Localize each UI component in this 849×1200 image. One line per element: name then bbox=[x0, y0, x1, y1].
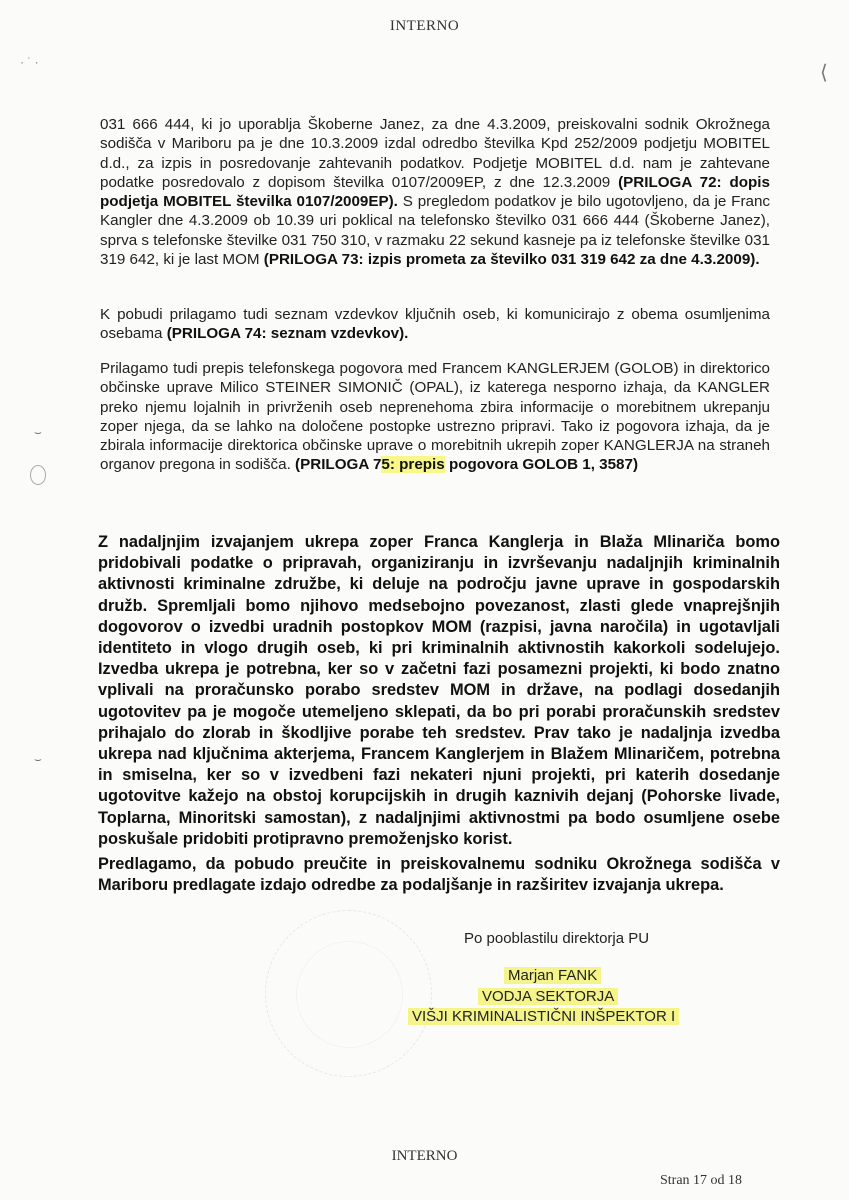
p1-text-2: S pregledom podatkov je bilo ugotovljeno, da je Franc Kangler dne 4.3.2009 ob 10.39 uri poklical na telefonsko številko 031 666 444 (Škoberne Janez), sprva s telefonske številke 031 750 310, v razmaku 22 sekund kasneje pa iz telefonske številke 031 319 642, ki je last MOM bbox=[100, 193, 770, 269]
p3-text: Prilagamo tudi prepis telefonskega pogovora med Francem KANGLERJEM (GOLOB) in direktorico občinske uprave Milico STEINER SIMONIČ (OPAL), iz katerega nesporno izhaja, da KANGLER preko njemu lojalnih in privrženih oseb neprenehoma zbira informacije o morebitnem ukrepanju zoper njega, da se lahko na določene postopke ustrezno pripravi. Tako iz pogovora izhaja, da je zbirala informacije direktorica občinske uprave o morebitnih ukrepih zoper KANGLERJA na straneh organov pregona in sodišča. bbox=[100, 360, 770, 474]
paragraph-nicknames bbox=[100, 305, 770, 344]
p1-line-1: 031 666 444, ki jo uporablja Škoberne Janez, za dne 4.3.2009, preiskovalni sodnik bbox=[100, 116, 689, 133]
scan-tick-1: ⌣ bbox=[34, 425, 42, 439]
signature-role: VODJA SEKTORJA bbox=[478, 988, 618, 1005]
paragraph-mobitel-data bbox=[100, 115, 770, 269]
p1-line-3: podjetju MOBITEL d.d., za izpis in posredovanje zahtevanih podatkov. Podjetje MOBITEL d.d. bbox=[100, 135, 770, 172]
signature-authorization: Po pooblastilu direktorja PU bbox=[464, 930, 650, 947]
p2-attachment-74: (PRILOGA 74: seznam vzdevkov). bbox=[166, 325, 409, 343]
p2-text: K pobudi prilagamo tudi seznam vzdevkov ključnih oseb, ki komunicirajo z obema osumljenima osebama bbox=[100, 306, 770, 343]
stamp-inner-ring bbox=[296, 941, 403, 1048]
p1-attachment-72: (PRILOGA 72: dopis podjetja MOBITEL številka 0107/2009EP). bbox=[100, 173, 770, 211]
scan-speck-right: ⟨ bbox=[820, 62, 828, 84]
punch-hole-mark bbox=[30, 465, 46, 485]
faded-official-stamp bbox=[265, 910, 432, 1077]
footer-classification: INTERNO bbox=[391, 1148, 458, 1164]
page-number: Stran 17 od 18 bbox=[660, 1173, 743, 1188]
paragraph-proposal: Predlagamo, da pobudo preučite in preiskovalnemu sodniku Okrožnega sodišča v Mariboru predlagate izdajo odredbe za podaljšanje in razširitev izvajanja ukrepa. bbox=[98, 855, 780, 895]
scan-tick-2: ⌣ bbox=[34, 752, 42, 766]
paragraph-transcript bbox=[100, 359, 770, 475]
signature-title: VIŠJI KRIMINALISTIČNI INŠPEKTOR I bbox=[408, 1008, 679, 1025]
paragraph-further-measures: Z nadaljnjim izvajanjem ukrepa zoper Franca Kanglerja in Blaža Mlinariča bomo pridobivali podatke o pripravah, organiziranju in izvrševanju nadaljnjih kriminalnih aktivnosti kriminalne združbe, ki deluje na področju javne uprave in gospodarskih družb. Spremljali bomo njihovo medsebojno povezanost, zlasti glede vnaprejšnjih dogovorov o izvedbi uradnih postopkov MOM (razpisi, javna naročila) in ugotavljali identiteto in vlogo drugih oseb, ki pri kriminalnih aktivnostih kakorkoli sodelujejo. Izvedba ukrepa je potrebna, ker so v začetni fazi posamezni projekti, ki bodo znatno vplivali na proračunsko porabo sredstev MOM in države, na podlagi dosedanjih ugotovitev pa je mogoče utemeljeno sklepati, da bo pri porabi proračunskih sredstev prihajalo do zlorab in škodljive porabe teh sredstev. Prav tako je nadaljnja izvedba ukrepa nad ključnima akterjema, Francem Kanglerjem in Blažem Mlinaričem, potrebna in smiselna, ker so v izvedbeni fazi nekateri njuni projekti, pri katerih dosedanje ugotovitve kažejo na obstoj korupcijskih in drugih kaznivih dejanj (Pohorske livade, Toplarna, Minoritski samostan), z nadaljnjimi aktivnostmi pa bodo osumljene osebe poskušale pridobiti protipravno premoženjsko korist. bbox=[98, 533, 780, 848]
p3-attachment-75-b: pogovora GOLOB 1, 3587) bbox=[448, 456, 638, 474]
p1-attachment-73: (PRILOGA 73: izpis prometa za številko 031 319 642 za dne 4.3.2009). bbox=[263, 251, 760, 269]
p1-line-4: nam je zahtevane podatke posredovalo z dopisom številka 0107/2009EP, z dne 12.3.2009 bbox=[100, 154, 770, 191]
signature-name: Marjan FANK bbox=[504, 967, 601, 984]
p3-attachment-75-highlight: 5: prepis bbox=[381, 456, 445, 474]
p3-attachment-75-a: (PRILOGA 7 bbox=[295, 456, 382, 474]
scan-speck-left: · ˙ · bbox=[20, 55, 39, 69]
p1-line-2: Okrožnega sodišča v Mariboru pa je dne 10.3.2009 izdal odredbo številka Kpd 252/2009 bbox=[100, 116, 770, 153]
header-classification: INTERNO bbox=[389, 18, 460, 34]
